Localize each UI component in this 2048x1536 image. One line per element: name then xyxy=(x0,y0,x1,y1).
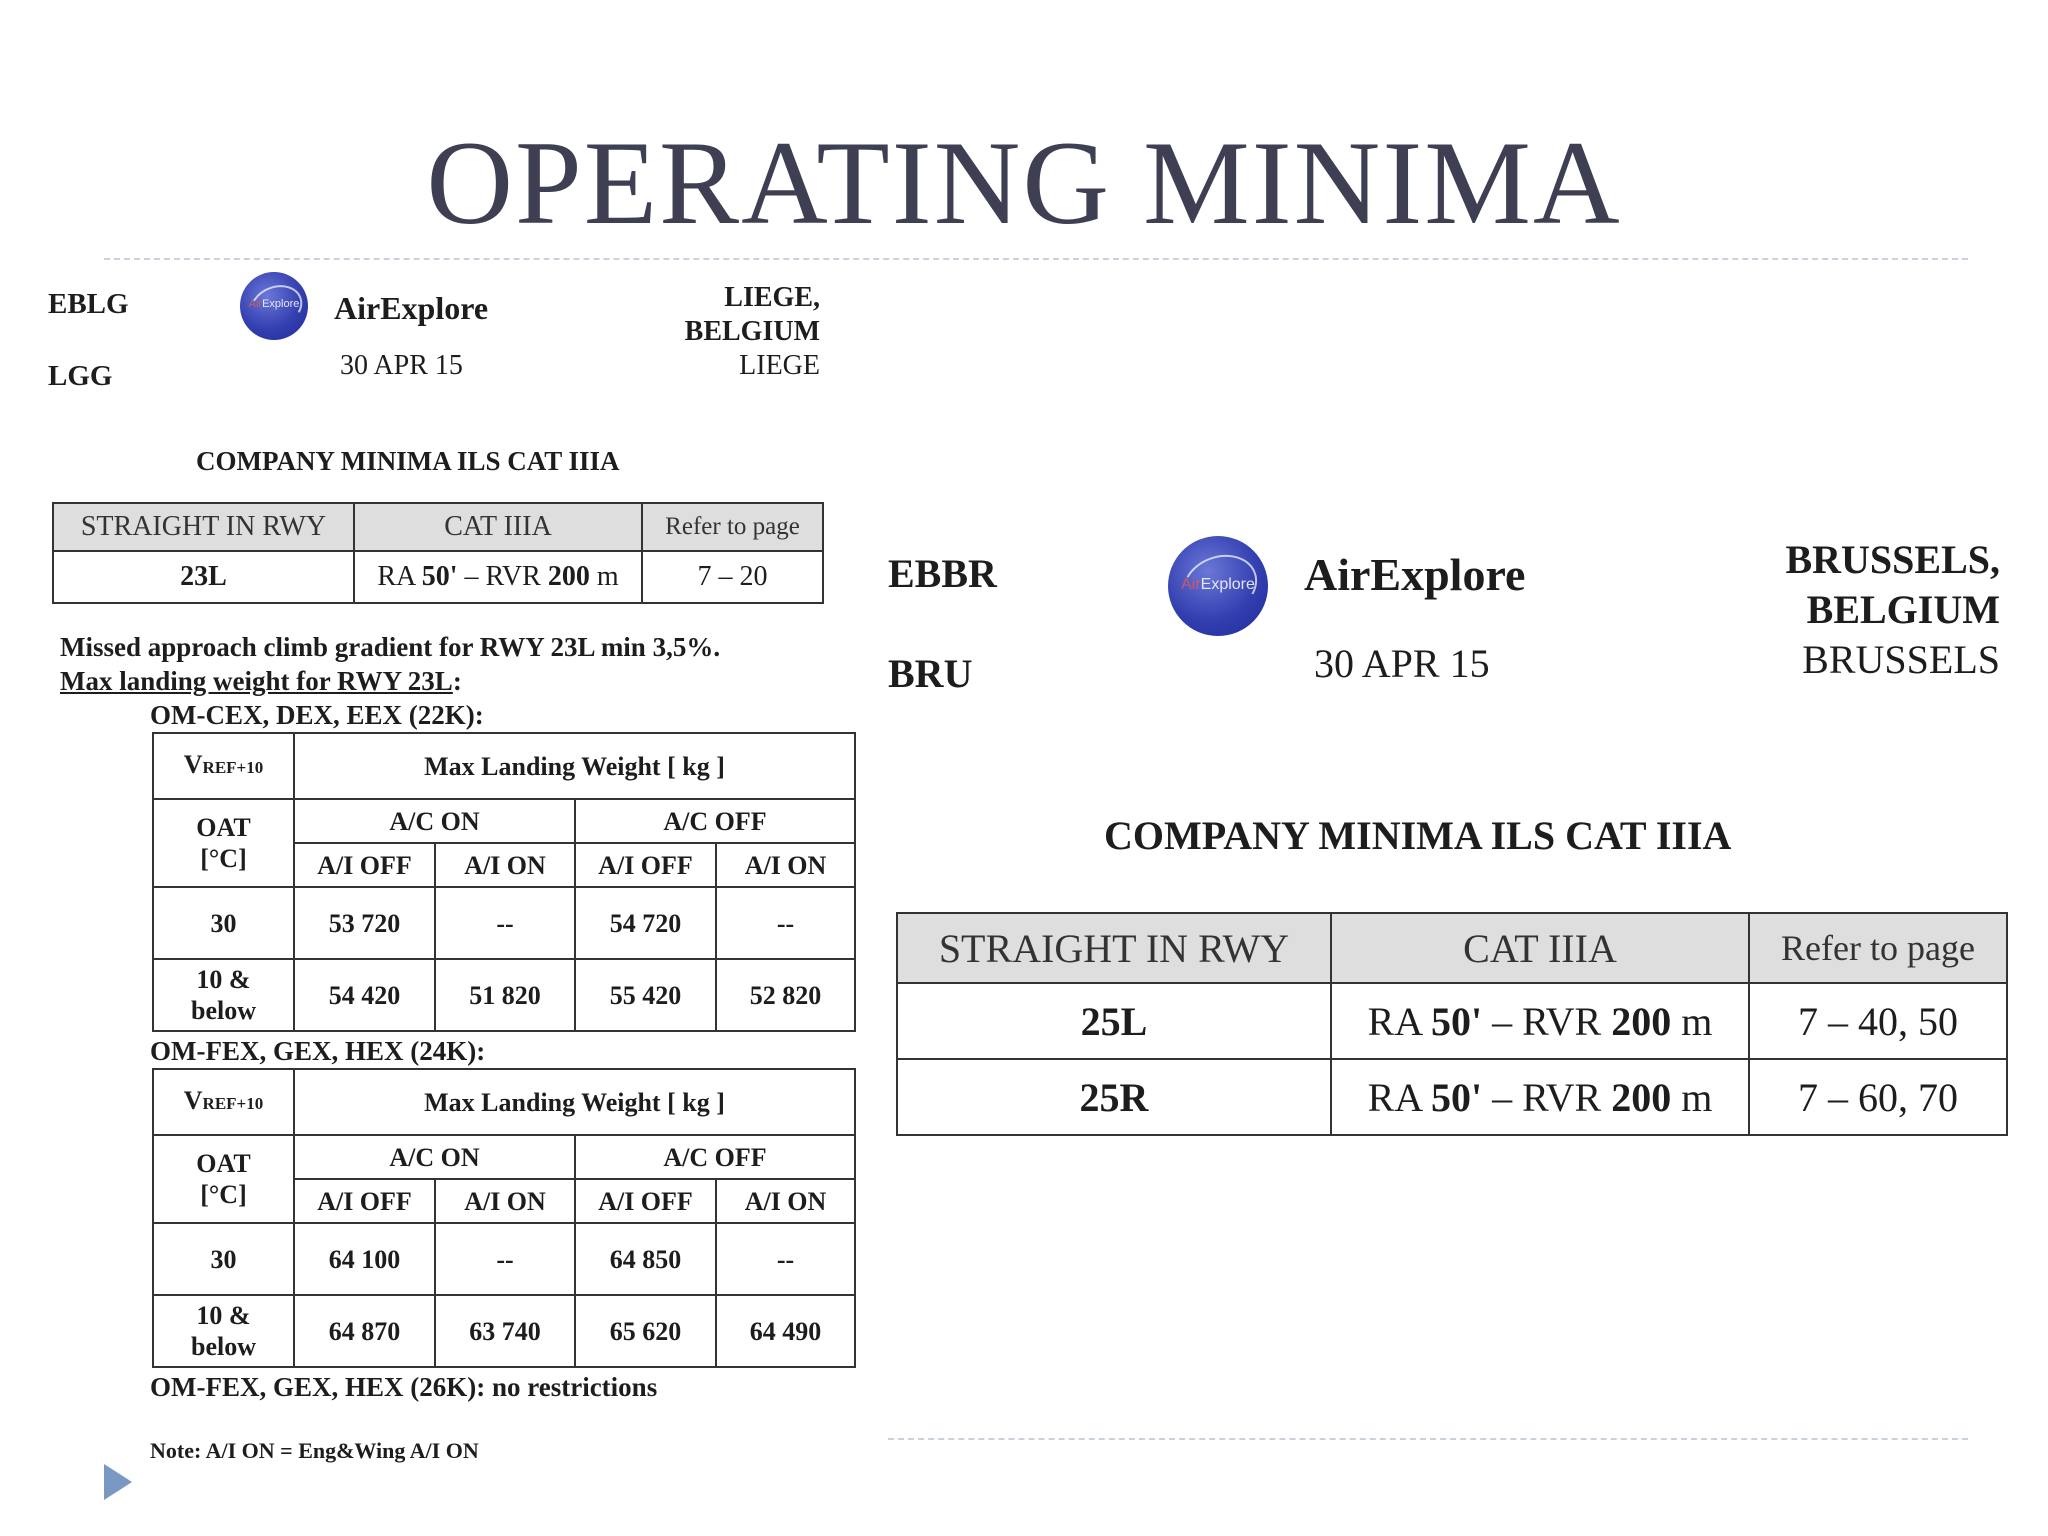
section-title: COMPANY MINIMA ILS CAT IIIA xyxy=(1104,813,1732,858)
airexplore-logo-icon: AirExplore xyxy=(1168,536,1268,636)
oat-header: OAT [°C] xyxy=(153,1135,294,1223)
country: BELGIUM xyxy=(1806,587,2000,632)
weight-cell: 55 420 xyxy=(575,959,716,1031)
weight-cell: -- xyxy=(435,887,575,959)
oat-value: 30 xyxy=(153,1223,294,1295)
weight-cell: -- xyxy=(435,1223,575,1295)
city-name: LIEGE xyxy=(739,350,820,381)
airexplore-logo-icon: AirExplore xyxy=(240,272,308,340)
ai-on-header: A/I ON xyxy=(435,1179,575,1223)
weight-cell: 65 620 xyxy=(575,1295,716,1367)
vref-header: VREF+10 xyxy=(153,733,294,799)
ai-off-header: A/I OFF xyxy=(575,843,716,887)
header-cat-iiia: CAT IIIA xyxy=(354,503,642,551)
city-line-1: LIEGE, xyxy=(724,282,820,313)
header-cat-iiia: CAT IIIA xyxy=(1331,913,1749,983)
ils-minima-table xyxy=(896,912,2008,1136)
section-title: COMPANY MINIMA ILS CAT IIIA xyxy=(196,446,620,476)
icao-code: EBLG xyxy=(48,288,129,320)
ai-off-header: A/I OFF xyxy=(575,1179,716,1223)
weight-cell: 53 720 xyxy=(294,887,435,959)
cat-iiia-value: RA 50' – RVR 200 m xyxy=(354,551,642,603)
aircraft-group-label: OM-FEX, GEX, HEX (26K): no restrictions xyxy=(150,1372,658,1402)
aircraft-group-label: OM-CEX, DEX, EEX (22K): xyxy=(150,700,484,730)
iata-code: BRU xyxy=(888,651,973,696)
table-row xyxy=(153,1295,855,1367)
slide-title: OPERATING MINIMA xyxy=(426,116,1622,249)
ac-on-header: A/C ON xyxy=(294,1135,575,1179)
runway: 25R xyxy=(897,1059,1331,1135)
effective-date: 30 APR 15 xyxy=(1314,641,1490,686)
max-landing-weight-header: Max Landing Weight [ kg ] xyxy=(294,733,855,799)
icao-code: EBBR xyxy=(888,551,997,596)
header-straight-in-rwy: STRAIGHT IN RWY xyxy=(53,503,354,551)
iata-code: LGG xyxy=(48,360,113,392)
city-line-1: BRUSSELS, xyxy=(1785,537,2000,582)
oat-value: 10 & below xyxy=(153,1295,294,1367)
weight-cell: 51 820 xyxy=(435,959,575,1031)
country: BELGIUM xyxy=(684,316,820,347)
ac-off-header: A/C OFF xyxy=(575,799,855,843)
ai-off-header: A/I OFF xyxy=(294,1179,435,1223)
brand-name: AirExplore xyxy=(1304,549,1526,600)
brussels-minima-page xyxy=(860,0,2048,1536)
oat-header: OAT [°C] xyxy=(153,799,294,887)
city-name: BRUSSELS xyxy=(1802,637,2000,682)
weight-cell: 64 870 xyxy=(294,1295,435,1367)
ac-on-header: A/C ON xyxy=(294,799,575,843)
table-row xyxy=(53,551,823,603)
runway: 25L xyxy=(897,983,1331,1059)
liege-minima-page xyxy=(0,0,860,1536)
max-landing-weight-heading: Max landing weight for RWY 23L: xyxy=(60,666,462,696)
ai-on-header: A/I ON xyxy=(435,843,575,887)
runway: 23L xyxy=(53,551,354,603)
ai-on-header: A/I ON xyxy=(716,1179,855,1223)
landing-weight-table-22k xyxy=(152,732,856,1032)
footnote: Note: A/I ON = Eng&Wing A/I ON xyxy=(150,1438,479,1463)
cat-iiia-value: RA 50' – RVR 200 m xyxy=(1331,983,1749,1059)
header-refer-to-page: Refer to page xyxy=(642,503,823,551)
weight-cell: 52 820 xyxy=(716,959,855,1031)
ai-off-header: A/I OFF xyxy=(294,843,435,887)
table-row xyxy=(153,1223,855,1295)
aircraft-group-label: OM-FEX, GEX, HEX (24K): xyxy=(150,1036,486,1066)
table-row xyxy=(897,983,2007,1059)
effective-date: 30 APR 15 xyxy=(340,350,463,381)
weight-cell: 64 490 xyxy=(716,1295,855,1367)
ils-minima-table xyxy=(52,502,824,604)
oat-value: 30 xyxy=(153,887,294,959)
header-straight-in-rwy: STRAIGHT IN RWY xyxy=(897,913,1331,983)
page-reference: 7 – 20 xyxy=(642,551,823,603)
landing-weight-table-24k xyxy=(152,1068,856,1368)
oat-value: 10 & below xyxy=(153,959,294,1031)
brand-name: AirExplore xyxy=(334,290,489,326)
page-reference: 7 – 40, 50 xyxy=(1749,983,2007,1059)
weight-cell: 54 420 xyxy=(294,959,435,1031)
header-refer-to-page: Refer to page xyxy=(1749,913,2007,983)
page-reference: 7 – 60, 70 xyxy=(1749,1059,2007,1135)
table-row xyxy=(153,887,855,959)
ac-off-header: A/C OFF xyxy=(575,1135,855,1179)
weight-cell: 63 740 xyxy=(435,1295,575,1367)
weight-cell: 54 720 xyxy=(575,887,716,959)
missed-approach-note: Missed approach climb gradient for RWY 23L min 3,5%. xyxy=(60,632,721,662)
vref-header: VREF+10 xyxy=(153,1069,294,1135)
weight-cell: -- xyxy=(716,1223,855,1295)
max-landing-weight-header: Max Landing Weight [ kg ] xyxy=(294,1069,855,1135)
weight-cell: -- xyxy=(716,887,855,959)
ai-on-header: A/I ON xyxy=(716,843,855,887)
weight-cell: 64 100 xyxy=(294,1223,435,1295)
table-row xyxy=(897,1059,2007,1135)
table-row xyxy=(153,959,855,1031)
weight-cell: 64 850 xyxy=(575,1223,716,1295)
cat-iiia-value: RA 50' – RVR 200 m xyxy=(1331,1059,1749,1135)
